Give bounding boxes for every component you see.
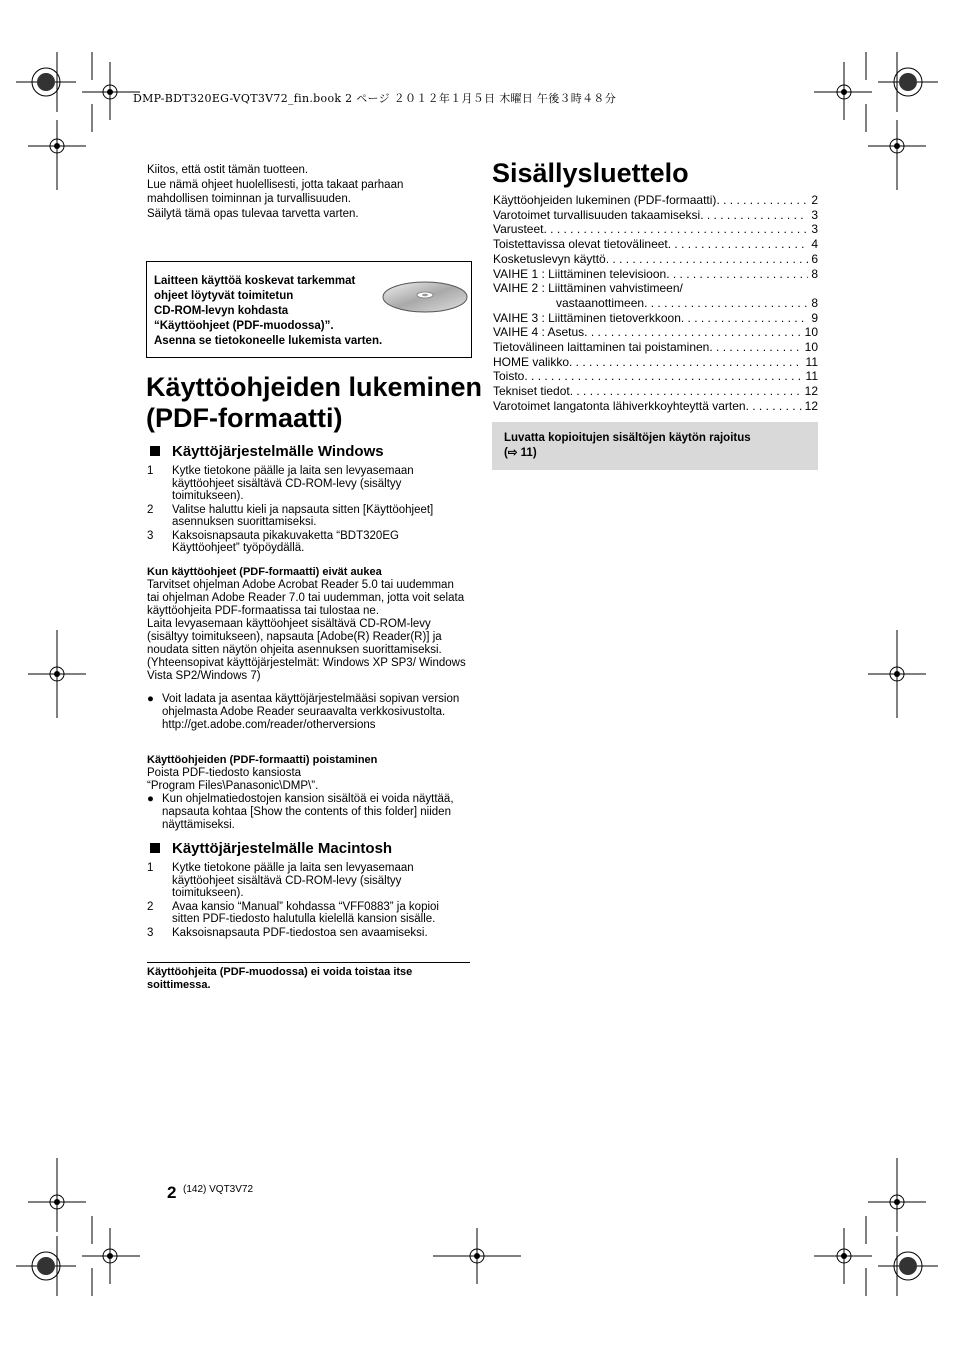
intro-line: mahdollisen toiminnan ja turvallisuuden. [147,193,351,205]
cd-rom-note-box [146,261,472,358]
paragraph: Laita levyasemaan käyttöohjeet sisältävä CD-ROM-levy (sisältyy toimitukseen), napsauta [Adobe(R) Reader(R)] ja noudata sitten näytön ohjeita asennuksen suorittamiseksi. [147,618,442,656]
cd-note-line: Asenna se tietokoneelle lukemista varten. [154,335,383,347]
list-item: 1 Kytke tietokone päälle ja laita sen levyasemaan käyttöohjeet sisältävä CD-ROM-levy (sisältyy toimitukseen). [147,862,414,899]
list-item: ● Voit ladata ja asentaa käyttöjärjestelmääsi sopivan version ohjelmasta Adobe Reader seuraavalta verkkosivustolta. http://get.adobe.com/reader/otherversions [147,693,460,731]
toc-row[interactable]: Tekniset tiedot . . . 12 [493,384,818,399]
paragraph: (Yhteensopivat käyttöjärjestelmät: Windows XP SP3/ Windows Vista SP2/Windows 7) [147,657,466,682]
toc-row[interactable]: VAIHE 3 : Liittäminen tietoverkkoon . . . 9 [493,311,818,326]
square-bullet-icon [150,843,160,853]
doc-code: (142) VQT3V72 [183,1184,254,1195]
toc-row[interactable]: Käyttöohjeiden lukeminen (PDF-formaatti) . . . 2 [493,193,818,208]
adobe-url-link[interactable]: http://get.adobe.com/reader/otherversions [162,719,376,731]
square-bullet-icon [150,446,160,456]
toc-row[interactable]: Toisto . . . 11 [493,369,818,384]
cd-disc-icon [381,280,469,314]
toc-row[interactable]: Tietovälineen laittaminen tai poistaminen . . . 10 [493,340,818,355]
paragraph: “Program Files\Panasonic\DMP\”. [147,780,319,792]
list-item: 3 Kaksoisnapsauta pikakuvaketta “BDT320EG Käyttöohjeet” työpöydällä. [147,529,399,554]
footnote: Käyttöohjeita (PDF-muodossa) ei voida toistaa itse soittimessa. [147,966,413,991]
list-item: ● Kun ohjelmatiedostojen kansion sisältöä ei voida näyttää, napsauta kohtaa [Show the contents of this folder] niiden näyttämiseksi. [147,793,454,831]
toc-row[interactable]: vastaanottimeen . . . 8 [493,296,818,311]
cd-note-line: Laitteen käyttöä koskevat tarkemmat [154,275,356,287]
list-item: 3 Kaksoisnapsauta PDF-tiedostoa sen avaamiseksi. [147,926,428,939]
page-number: 2 [167,1183,177,1202]
bullet-icon: ● [147,693,154,705]
divider [147,962,470,963]
copy-restriction-box[interactable] [492,422,818,470]
cd-note-line: CD-ROM-levyn kohdasta [154,305,289,317]
toc-title: Sisällysluettelo [492,158,689,188]
toc-row[interactable]: VAIHE 4 : Asetus . . . 10 [493,325,818,340]
page-title-line1: Käyttöohjeiden lukeminen [146,372,483,402]
subheading: Kun käyttöohjeet (PDF-formaatti) eivät aukea [147,566,382,578]
windows-heading: Käyttöjärjestelmälle Windows [150,443,384,460]
subheading: Käyttöohjeiden (PDF-formaatti) poistaminen [147,754,378,766]
intro-line: Säilytä tämä opas tulevaa tarvetta varten. [147,207,359,220]
pdf-not-open-section [147,566,469,683]
toc-row[interactable]: Varusteet . . . 3 [493,222,818,237]
windows-steps [147,465,447,556]
paragraph: Poista PDF-tiedosto kansiosta [147,767,302,779]
cd-note-line: ohjeet löytyvät toimitetun [154,290,294,302]
pdf-remove-section [147,754,469,832]
list-item: 2 Valitse haluttu kieli ja napsauta sitten [Käyttöohjeet] asennuksen suorittamiseksi. [147,503,434,528]
intro-line: Kiitos, että ostit tämän tuotteen. [147,164,309,176]
toc-row[interactable]: Varotoimet turvallisuuden takaamiseksi . . . 3 [493,208,818,223]
page-title-line2: (PDF-formaatti) [146,403,343,433]
macintosh-steps [147,862,457,940]
toc-row[interactable]: Varotoimet langatonta lähiverkkoyhteyttä varten . . . 12 [493,399,818,414]
list-item: 2 Avaa kansio “Manual” kohdassa “VFF0883” ja kopioi sitten PDF-tiedosto halutulla kielellä kansion sisälle. [147,900,439,925]
toc-row[interactable]: VAIHE 2 : Liittäminen vahvistimeen/ [493,281,683,296]
intro-text [147,163,467,221]
toc-row[interactable]: Kosketuslevyn käyttö . . . 6 [493,252,818,267]
copy-restriction-title: Luvatta kopioitujen sisältöjen käytön rajoitus [504,432,751,444]
toc-row[interactable]: VAIHE 1 : Liittäminen televisioon . . . 8 [493,267,818,282]
table-of-contents [493,193,818,414]
paragraph: Tarvitset ohjelman Adobe Acrobat Reader 5.0 tai uudemman tai ohjelman Adobe Reader 7.0 tai uudemman, jotta voit selata käyttöohjeita PDF-formaatissa tai tulostaa ne. [147,579,465,617]
bullet-icon: ● [147,793,154,805]
macintosh-heading: Käyttöjärjestelmälle Macintosh [150,840,392,857]
book-header: DMP-BDT320EG-VQT3V72_fin.book 2 ページ ２０１２年１月５日 木曜日 午後３時４８分 [133,92,616,105]
copy-restriction-ref: (⇨ 11) [504,447,537,459]
cd-note-line: “Käyttöohjeet (PDF-muodossa)”. [154,320,334,332]
intro-line: Lue nämä ohjeet huolellisesti, jotta takaat parhaan [147,178,404,191]
toc-row[interactable]: HOME valikko . . . 11 [493,355,818,370]
adobe-download-note [147,693,469,732]
list-item: 1 Kytke tietokone päälle ja laita sen levyasemaan käyttöohjeet sisältävä CD-ROM-levy (sisältyy toimitukseen). [147,465,414,502]
toc-row[interactable]: Toistettavissa olevat tietovälineet . . . 4 [493,237,818,252]
